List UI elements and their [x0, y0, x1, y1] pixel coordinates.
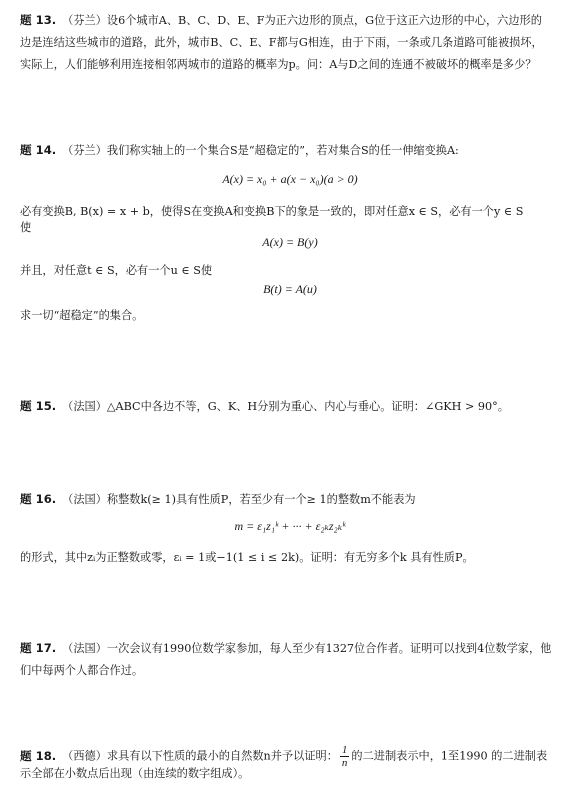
problem-13-label: 题 13.	[20, 13, 57, 27]
problem-13	[20, 9, 564, 76]
problem-17-label: 题 17.	[20, 641, 57, 655]
problem-13-line-1: 题 13. （芬兰）设6个城市A、B、C、D、E、F为正六边形的顶点，G位于这正六边形的中心，六边形的	[20, 13, 542, 27]
problem-14-formula-1: A(x) = x₀ + a(x − x₀)(a > 0)	[222, 172, 358, 186]
problem-18-line-1b: 的二进制表示中，1至1990 的二进制表	[351, 749, 548, 763]
problem-16-formula: m = ε₁z₁ᵏ + ··· + ε₂ₖz₂ₖᵏ	[234, 519, 346, 533]
problem-16-intro	[20, 488, 564, 511]
problem-17-line-2: 们中每两个人都合作过。	[20, 664, 144, 677]
problem-18-label: 题 18.	[20, 748, 57, 763]
problem-13-line-3: 实际上，人们能够利用连接相邻两城市的道路的概率为p。问：A与D之间的连通不被破坏的概率是多少？	[20, 58, 537, 71]
problem-14-line-1: （芬兰）我们称实轴上的一个集合S是“超稳定的”，若对集合S的任一伸缩变换A:	[62, 144, 459, 157]
problem-17	[20, 637, 564, 682]
problem-14-formula-3: B(t) = A(u)	[263, 282, 317, 296]
problem-14-line-2: 必有变换B, B(x) = x + b，使得S在变换A和变换B下的象是一致的，即对任意x ∈ S，必有一个y ∈ S	[20, 205, 524, 218]
problem-14-intro	[20, 139, 564, 162]
problem-14-line-5: 求一切“超稳定”的集合。	[20, 309, 144, 322]
problem-15-label: 题 15.	[20, 399, 57, 413]
problem-13-line-2: 边是连结这些城市的道路，此外，城市B、C、E、F都与G相连，由于下雨，一条或几条道路可能被损坏，	[20, 36, 543, 49]
problem-15	[20, 395, 564, 418]
problem-16-line-1: （法国）称整数k(≥ 1)具有性质P，若至少有一个≥ 1的整数m不能表为	[62, 493, 416, 506]
fraction-numerator: 1	[341, 744, 348, 756]
problem-18-line-1a: （西德）求具有以下性质的最小的自然数n并予以证明：	[62, 749, 338, 763]
problem-16-line-2: 的形式，其中zᵢ为正整数或零，εᵢ = 1或−1(1 ≤ i ≤ 2k)。证明：有无穷多个k 具有性质P。	[20, 551, 474, 564]
problem-18-line-2: 示全部在小数点后出现（由连续的数字组成）。	[20, 767, 250, 780]
problem-14-formula-2: A(x) = B(y)	[262, 235, 318, 249]
problem-18	[20, 744, 564, 785]
problem-17-line-1: （法国）一次会议有1990位数学家参加，每人至少有1327位合作者。证明可以找到4位数学家，他	[62, 642, 552, 655]
problem-14-line-4: 并且，对任意t ∈ S，必有一个u ∈ S使	[20, 264, 213, 277]
problem-14-body	[20, 201, 564, 239]
problem-16-label: 题 16.	[20, 492, 57, 506]
problem-14-label: 题 14.	[20, 143, 57, 157]
one-over-n-fraction	[340, 744, 350, 769]
problem-15-text: （法国）△ABC中各边不等，G、K、H分别为重心、内心与垂心。证明：∠GKH > 90°。	[62, 400, 509, 413]
problem-14-line-3: 使	[20, 221, 32, 234]
fraction-denominator: n	[341, 757, 348, 769]
